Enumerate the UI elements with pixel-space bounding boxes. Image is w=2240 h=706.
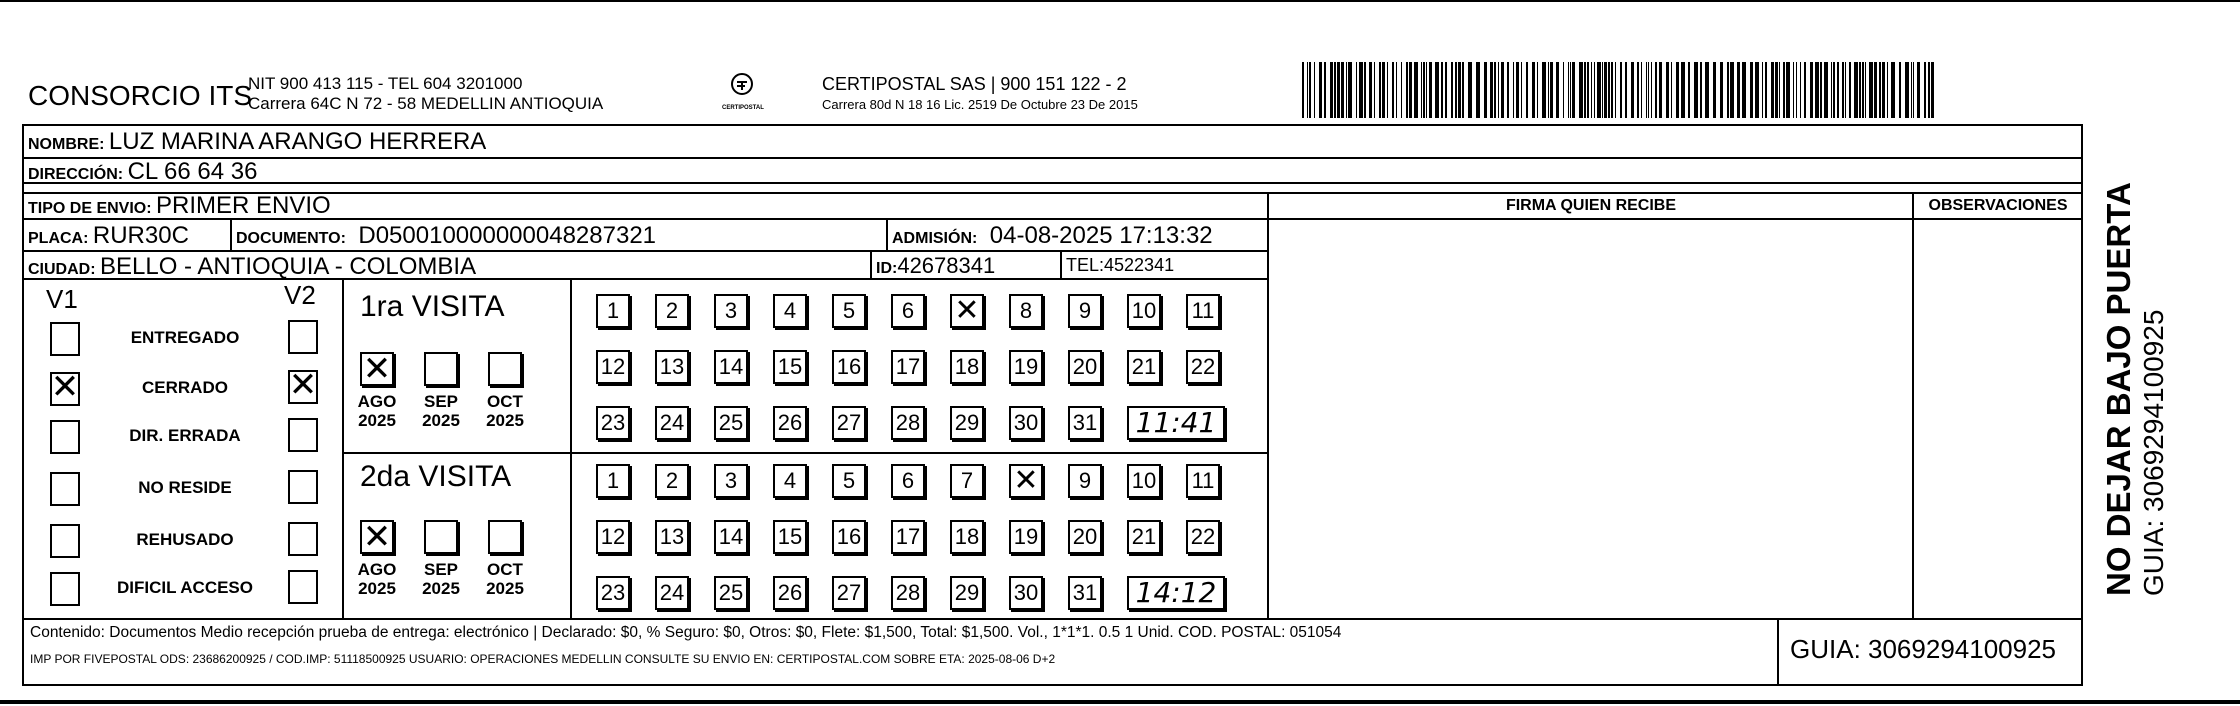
month-label [352,560,402,598]
day-box[interactable]: 5 [832,294,866,328]
day-box[interactable]: 9 [1068,464,1102,498]
ciudad-cell [28,253,476,281]
day-box[interactable]: 8 [1009,294,1043,328]
day-box[interactable]: 18 [950,350,984,384]
col-line [886,218,888,252]
month-label [480,392,530,430]
day-box[interactable]: 30 [1009,576,1043,610]
v1-checkbox[interactable] [50,572,80,606]
carrier-name: CERTIPOSTAL SAS | 900 151 122 - 2 [822,74,1127,94]
col-line [1777,618,1779,686]
logo-text: CERTIPOSTAL [722,105,764,111]
day-box[interactable]: 17 [891,520,925,554]
month-name: AGO [357,392,397,411]
status-label: CERRADO [142,378,228,397]
tipo-label: TIPO DE ENVIO: [28,200,152,217]
row-line [22,618,2083,620]
status-label: ENTREGADO [130,328,240,347]
placa-label: PLACA: [28,230,89,247]
col-line [1060,250,1062,280]
tipo-value: PRIMER ENVIO [156,192,331,219]
month-year: 2025 [358,579,396,598]
day-box[interactable]: 15 [773,520,807,554]
documento-cell [236,222,656,250]
day-box[interactable]: 14 [714,520,748,554]
v1-checkbox[interactable] [50,322,80,356]
day-box[interactable]: 15 [773,350,807,384]
day-box[interactable]: 26 [773,576,807,610]
time-box[interactable] [1127,576,1225,610]
day-box[interactable]: 13 [655,520,689,554]
nombre-row [28,128,486,156]
bottom-border [0,700,2240,704]
day-box[interactable]: 31 [1068,576,1102,610]
day-box[interactable]: 4 [773,464,807,498]
frame-left [22,124,24,686]
day-box[interactable]: 4 [773,294,807,328]
side-guia: GUIA: 3069294100925 [2138,309,2169,596]
month-year: 2025 [358,411,396,430]
v2-checkbox[interactable] [288,418,318,452]
nombre-label: NOMBRE: [28,136,105,153]
day-box[interactable]: 10 [1127,294,1161,328]
day-box[interactable]: 19 [1009,350,1043,384]
day-box[interactable] [1009,464,1043,498]
direccion-row [28,158,257,186]
day-box[interactable]: 23 [596,406,630,440]
day-box[interactable]: 11 [1186,294,1220,328]
day-box[interactable]: 27 [832,576,866,610]
check-mark-icon: ✕ [362,349,392,389]
month-label [352,392,402,430]
day-box[interactable]: 22 [1186,520,1220,554]
id-value: 42678341 [897,253,996,278]
id-cell [876,253,995,279]
day-box[interactable]: 6 [891,464,925,498]
day-box[interactable]: 12 [596,350,630,384]
day-box[interactable]: 21 [1127,520,1161,554]
documento-label: DOCUMENTO: [236,230,346,247]
month-name: SEP [423,392,459,411]
day-box[interactable]: 23 [596,576,630,610]
tipo-row [28,192,331,220]
side-text [2100,56,2170,596]
tel-value: 4522341 [1104,255,1175,275]
v2-checkbox[interactable] [288,570,318,604]
month-label [416,560,466,598]
month-checkbox[interactable] [488,352,522,386]
day-box[interactable]: 20 [1068,520,1102,554]
day-box[interactable]: 24 [655,576,689,610]
month-name: AGO [357,560,397,579]
day-box[interactable]: 7 [950,464,984,498]
barcode [1302,62,1934,118]
day-box[interactable]: 17 [891,350,925,384]
ciudad-value: BELLO - ANTIOQUIA - COLOMBIA [100,253,477,280]
day-box[interactable] [950,294,984,328]
row-line [1267,218,2083,220]
day-box[interactable]: 28 [891,406,925,440]
imp-text: IMP POR FIVEPOSTAL ODS: 23686200925 / COD.IMP: 51118500925 USUARIO: OPERACIONES MEDELLIN CONSULTE SU ENVIO EN: CERTIPOSTAL.COM SOBRE ETA: 2025-08-06 D+2 [30,652,1056,666]
day-box[interactable]: 16 [832,350,866,384]
day-box[interactable]: 3 [714,294,748,328]
col-line [570,278,572,620]
day-box[interactable]: 30 [1009,406,1043,440]
month-name: SEP [423,560,459,579]
day-box[interactable]: 22 [1186,350,1220,384]
day-box[interactable]: 2 [655,464,689,498]
v2-checkbox[interactable] [288,522,318,556]
day-box[interactable]: 11 [1186,464,1220,498]
month-year: 2025 [486,411,524,430]
row-line [22,250,1268,252]
month-checkbox[interactable] [360,517,394,557]
v1-label: V1 [46,284,78,314]
day-box[interactable]: 25 [714,576,748,610]
admision-label: ADMISIÓN: [892,230,978,247]
col-line [342,278,344,620]
direccion-label: DIRECCIÓN: [28,166,124,183]
v2-checkbox[interactable] [288,320,318,354]
observaciones-header: OBSERVACIONES [1928,197,2068,214]
top-border [0,0,2240,2]
second-visit-label: 2da VISITA [360,460,512,493]
col-line [230,218,232,252]
day-box[interactable]: 3 [714,464,748,498]
day-box[interactable]: 1 [596,294,630,328]
carrier-license: Carrera 80d N 18 16 Lic. 2519 De Octubre 23 De 2015 [822,97,1138,112]
day-box[interactable]: 29 [950,406,984,440]
company-nit: NIT 900 413 115 - TEL 604 3201000 [248,74,523,93]
v2-checkbox[interactable] [288,365,318,405]
handwritten-time: 14:12 [1135,576,1217,609]
barcode-graphic [1302,62,1934,118]
day-box[interactable]: 16 [832,520,866,554]
row-line [570,452,1268,454]
day-box[interactable]: 25 [714,406,748,440]
month-year: 2025 [422,579,460,598]
check-mark-icon: ✕ [1013,463,1039,498]
direccion-value: CL 66 64 36 [127,158,258,185]
id-label: ID: [876,260,898,277]
status-label: REHUSADO [136,530,234,549]
day-box[interactable]: 31 [1068,406,1102,440]
row-line [22,157,2083,159]
month-checkbox[interactable] [360,349,394,389]
day-box[interactable]: 1 [596,464,630,498]
month-year: 2025 [486,579,524,598]
check-mark-icon: ✕ [50,367,80,407]
v2-label: V2 [284,280,316,310]
month-name: OCT [487,560,523,579]
check-mark-icon: ✕ [288,365,318,405]
documento-value: D050010000000048287321 [358,222,657,249]
v2-checkbox[interactable] [288,470,318,504]
placa-value: RUR30C [92,222,189,249]
check-mark-icon: ✕ [362,517,392,557]
day-box[interactable]: 28 [891,576,925,610]
tel-cell [1066,255,1174,276]
day-box[interactable]: 9 [1068,294,1102,328]
time-box[interactable] [1127,406,1225,440]
day-box[interactable]: 5 [832,464,866,498]
month-checkbox[interactable] [424,520,458,554]
row-line [22,182,2083,184]
day-box[interactable]: 26 [773,406,807,440]
month-label [416,392,466,430]
firma-header: FIRMA QUIEN RECIBE [1505,197,1677,214]
month-label [480,560,530,598]
v1-checkbox[interactable] [50,420,80,454]
nombre-value: LUZ MARINA ARANGO HERRERA [108,128,487,155]
frame-top [22,124,2083,126]
row-line [342,452,572,454]
row-line [22,192,2083,194]
day-box[interactable]: 12 [596,520,630,554]
col-line [870,250,872,280]
no-dejar-warning: NO DEJAR BAJO PUERTA [2100,182,2137,596]
day-box[interactable]: 20 [1068,350,1102,384]
month-year: 2025 [422,411,460,430]
certipostal-logo-icon [725,72,759,100]
check-mark-icon: ✕ [954,293,980,328]
month-checkbox[interactable] [488,520,522,554]
month-checkbox[interactable] [424,352,458,386]
v1-checkbox[interactable] [50,524,80,558]
day-box[interactable]: 2 [655,294,689,328]
day-box[interactable]: 14 [714,350,748,384]
admision-value: 04-08-2025 17:13:32 [989,222,1213,249]
day-box[interactable]: 21 [1127,350,1161,384]
day-box[interactable]: 13 [655,350,689,384]
day-box[interactable]: 6 [891,294,925,328]
status-label: DIR. ERRADA [129,426,241,445]
col-line [1267,192,1269,620]
admision-cell [892,222,1213,250]
day-box[interactable]: 10 [1127,464,1161,498]
v1-checkbox[interactable] [50,367,80,407]
footer-guia: GUIA: 3069294100925 [1790,634,2056,664]
day-box[interactable]: 24 [655,406,689,440]
company-name: CONSORCIO ITS [28,80,253,111]
day-box[interactable]: 18 [950,520,984,554]
day-box[interactable]: 29 [950,576,984,610]
handwritten-time: 11:41 [1135,406,1217,439]
first-visit-label: 1ra VISITA [360,290,505,323]
v1-checkbox[interactable] [50,472,80,506]
day-box[interactable]: 19 [1009,520,1043,554]
company-address: Carrera 64C N 72 - 58 MEDELLIN ANTIOQUIA [248,94,604,113]
certipostal-logo [722,72,762,111]
month-name: OCT [487,392,523,411]
tel-label: TEL: [1066,255,1105,275]
frame-bottom [22,684,2083,686]
day-box[interactable]: 27 [832,406,866,440]
placa-cell [28,222,189,250]
ciudad-label: CIUDAD: [28,261,96,278]
contenido-text: Contenido: Documentos Medio recepción prueba de entrega: electrónico | Declarado: $0, % Seguro: $0, Otros: $0, Flete: $1,500, Total: $1,500. Vol., 1*1*1. 0.5 1 Unid. COD. POSTAL: 051054 [30,624,1342,641]
status-label: DIFICIL ACCESO [116,578,253,597]
status-label: NO RESIDE [138,478,232,497]
col-line [1912,192,1914,620]
